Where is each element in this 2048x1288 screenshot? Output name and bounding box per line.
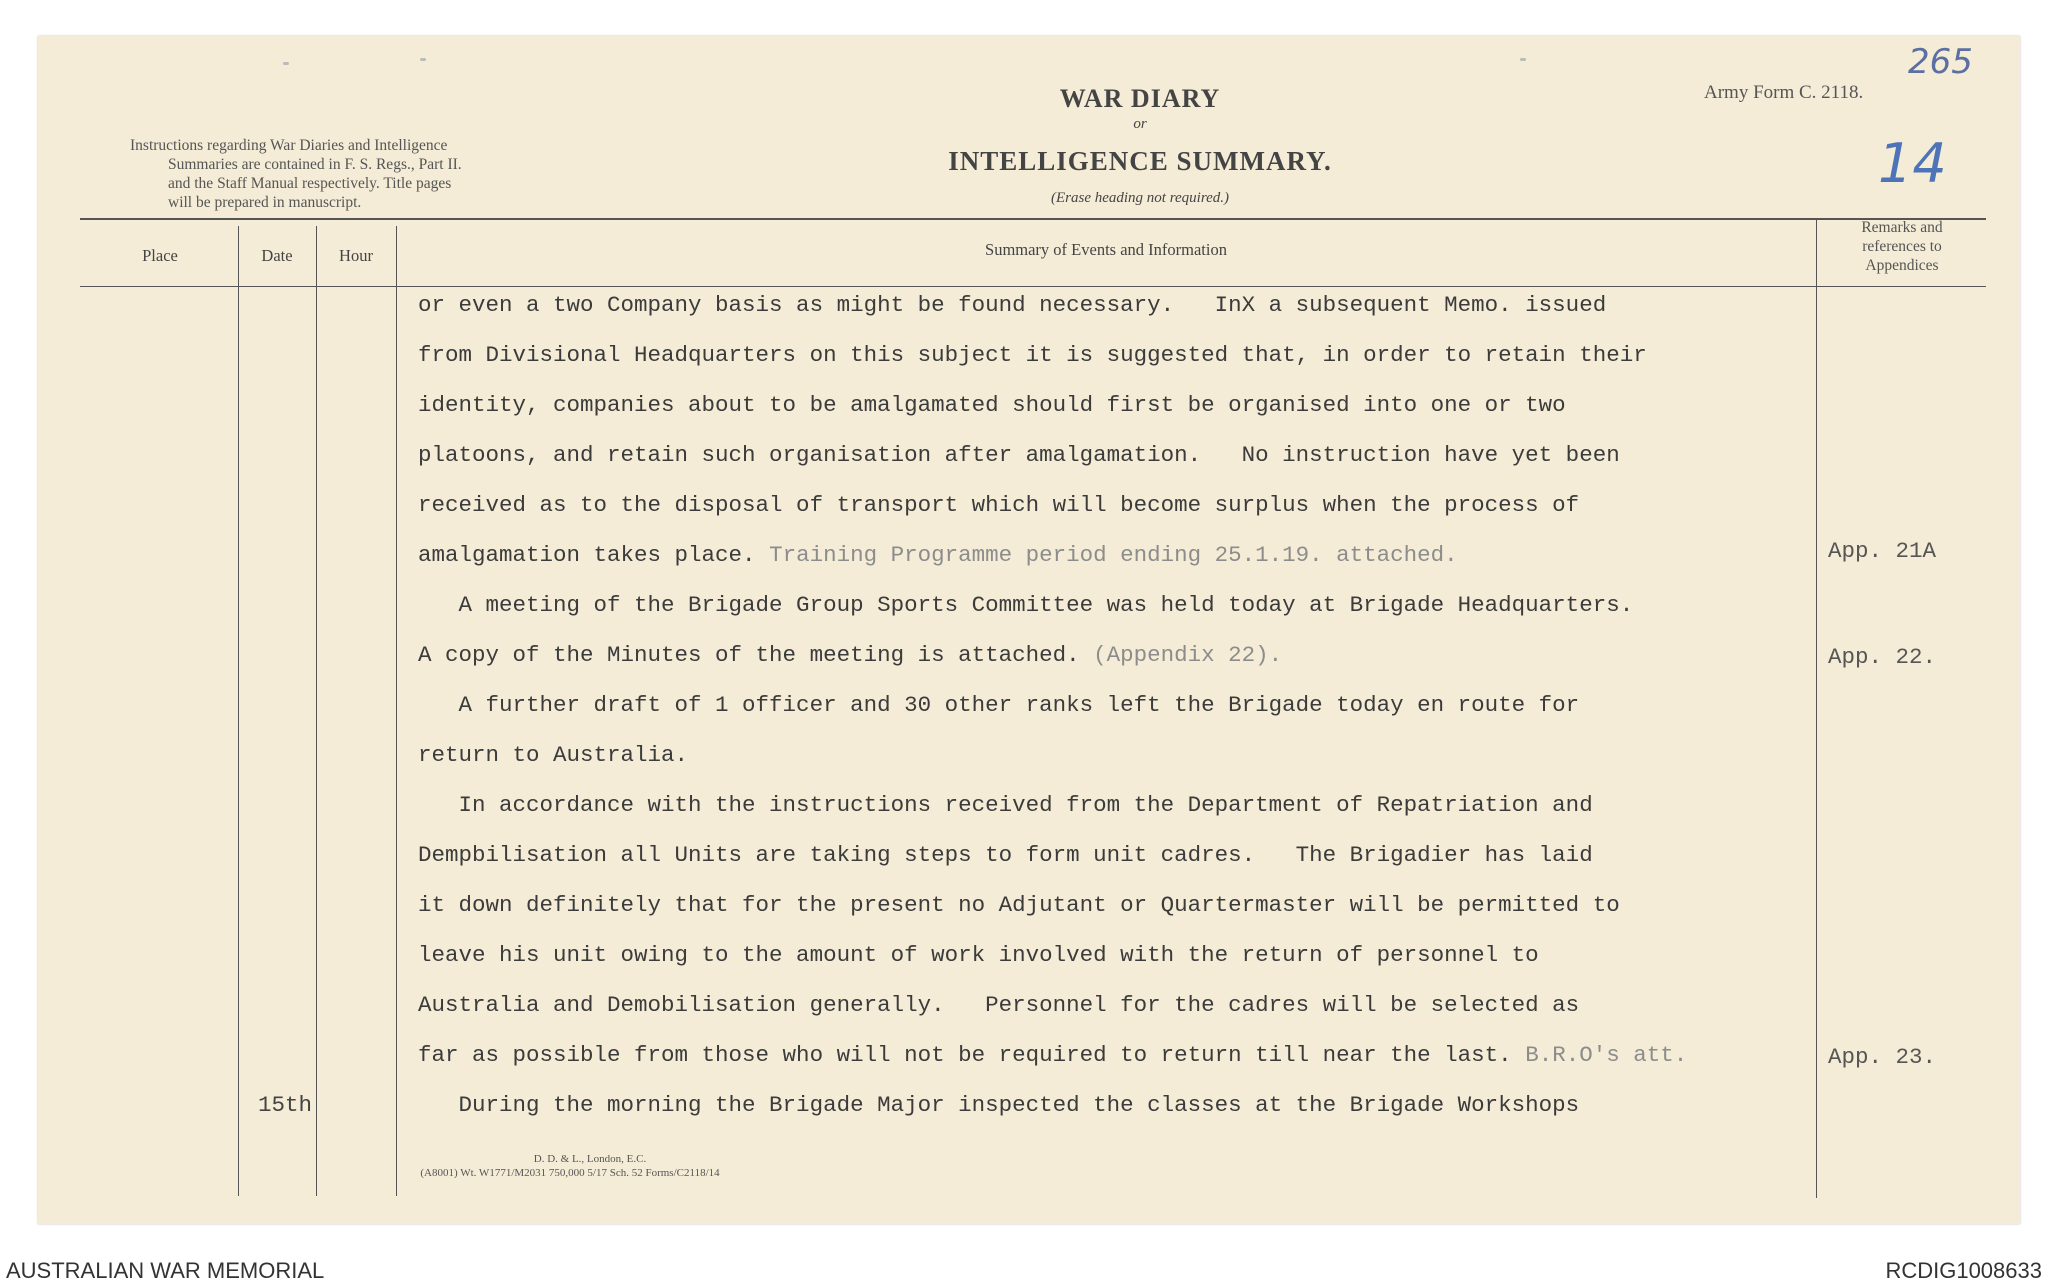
appendix-22-note: (Appendix 22). [1079, 642, 1283, 668]
summary-line: platoons, and retain such organisation after amalgamation. No instruction have yet been [418, 442, 1620, 468]
training-programme-note: Training Programme period ending 25.1.19. attached. [755, 542, 1458, 568]
paper-mark [420, 58, 426, 61]
column-header-place: Place [142, 246, 178, 265]
summary-line: received as to the disposal of transport which will become surplus when the process of [418, 492, 1580, 518]
summary-line: In accordance with the instructions received from the Department of Repatriation and [418, 792, 1593, 818]
summary-line [418, 642, 1282, 668]
column-header-remarks [1816, 218, 1988, 275]
summary-line: A further draft of 1 officer and 30 other ranks left the Brigade today en route for [418, 692, 1580, 718]
summary-line: from Divisional Headquarters on this subject it is suggested that, in order to retain their [418, 342, 1647, 368]
paper-mark [283, 62, 289, 65]
summary-line: it down definitely that for the present no Adjutant or Quartermaster will be permitted to [418, 892, 1620, 918]
remarks-header-line: Remarks and [1861, 219, 1943, 236]
footer-source: AUSTRALIAN WAR MEMORIAL [6, 1258, 325, 1283]
date-15th: 15th [258, 1092, 313, 1118]
column-divider [238, 226, 239, 1196]
column-divider [396, 226, 397, 1196]
summary-text: A copy of the Minutes of the meeting is attached. [418, 642, 1080, 668]
summary-line: During the morning the Brigade Major inspected the classes at the Brigade Workshops [418, 1092, 1580, 1118]
form-instructions [130, 136, 600, 212]
handwritten-number: 14 [1878, 132, 1947, 195]
title-war-diary: WAR DIARY [1059, 84, 1221, 113]
instructions-line: Summaries are contained in F. S. Regs., Part II. [168, 156, 462, 173]
printer-line: D. D. & L., London, E.C. [533, 1153, 647, 1165]
column-divider [316, 226, 317, 1196]
paper-mark [1520, 58, 1526, 61]
summary-line [418, 542, 1458, 568]
title-or: or [1133, 116, 1147, 132]
bro-note: B.R.O's att. [1511, 1042, 1688, 1068]
erase-heading-note: (Erase heading not required.) [1050, 190, 1230, 206]
remark-app-23: App. 23. [1828, 1044, 1937, 1070]
summary-line [418, 1042, 1687, 1068]
header-bottom-rule [80, 286, 1986, 287]
remark-app-22: App. 22. [1828, 644, 1937, 670]
instructions-line: and the Staff Manual respectively. Title pages [168, 175, 452, 192]
column-header-hour: Hour [339, 246, 373, 265]
army-form-number: Army Form C. 2118. [1704, 82, 1864, 103]
table-top-rule [80, 218, 1986, 220]
summary-line: Dempbilisation all Units are taking steps to form unit cadres. The Brigadier has laid [418, 842, 1593, 868]
summary-line: or even a two Company basis as might be found necessary. InX a subsequent Memo. issued [418, 292, 1607, 318]
handwritten-page-number: 265 [1908, 42, 1973, 82]
instructions-line: will be prepared in manuscript. [168, 194, 362, 211]
printer-imprint [420, 1152, 740, 1180]
summary-line: leave his unit owing to the amount of work involved with the return of personnel to [418, 942, 1539, 968]
column-divider [1816, 218, 1817, 1198]
footer-reference-id: RCDIG1008633 [1885, 1258, 2042, 1283]
remark-app-21a: App. 21A [1828, 538, 1937, 564]
summary-text: far as possible from those who will not be required to return till near the last. [418, 1042, 1512, 1068]
remarks-header-line: references to [1862, 238, 1942, 255]
summary-line: return to Australia. [418, 742, 689, 768]
summary-line: A meeting of the Brigade Group Sports Committee was held today at Brigade Headquarters. [418, 592, 1634, 618]
title-intelligence-summary: INTELLIGENCE SUMMARY. [948, 146, 1332, 176]
summary-line: identity, companies about to be amalgamated should first be organised into one or two [418, 392, 1566, 418]
column-header-date: Date [261, 246, 293, 265]
instructions-line: Instructions regarding War Diaries and Intelligence [130, 137, 448, 154]
summary-text: amalgamation takes place. [418, 542, 756, 568]
summary-line: Australia and Demobilisation generally. Personnel for the cadres will be selected as [418, 992, 1580, 1018]
column-header-summary: Summary of Events and Information [985, 240, 1227, 259]
remarks-header-line: Appendices [1865, 257, 1939, 274]
printer-line: (A8001) Wt. W1771/M2031 750,000 5/17 Sch. 52 Forms/C2118/14 [420, 1167, 720, 1179]
